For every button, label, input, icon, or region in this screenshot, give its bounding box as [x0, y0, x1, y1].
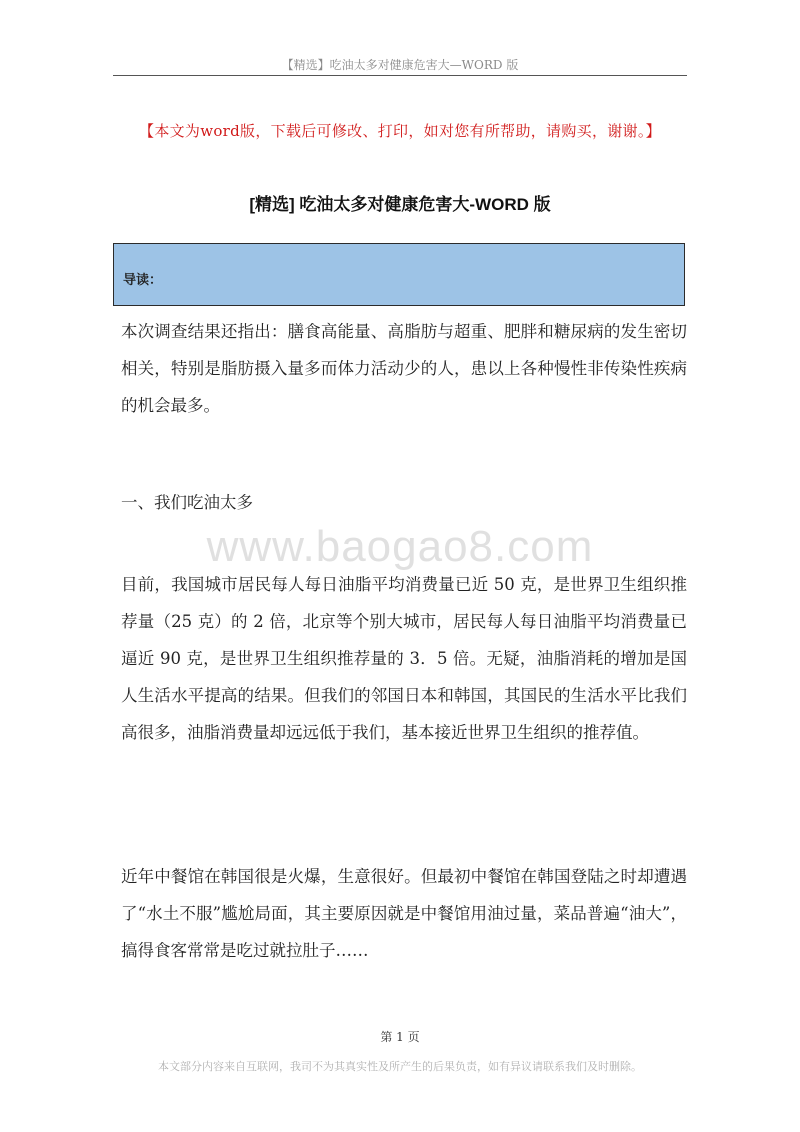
footer-disclaimer: 本文部分内容来自互联网，我司不为其真实性及所产生的后果负责，如有异议请联系我们及时删除。: [158, 1060, 642, 1073]
document-title: [精选] 吃油太多对健康危害大-WORD 版: [249, 195, 551, 214]
running-header: 【精选】吃油太多对健康危害大—WORD 版: [281, 58, 519, 72]
intro-label: 导读：: [123, 273, 163, 288]
section-heading-block: [121, 484, 687, 521]
paragraph-2-block: [121, 566, 687, 751]
paragraph-2: 目前，我国城市居民每人每日油脂平均消费量已近 50 克，是世界卫生组织推荐量（25 克）的 2 倍，北京等个别大城市，居民每人每日油脂平均消费量已逼近 90 克，是世界卫生组织推荐量的 3．5 倍。无疑，油脂消耗的增加是国人生活水平提高的结果。但我们的邻国日本和韩国，其国民的生活水平比我们高很多，油脂消费量却远远低于我们，基本接近世界卫生组织的推荐值。: [121, 575, 687, 742]
paragraph-3-block: [121, 858, 687, 969]
watermark: www.baogao8.com: [206, 522, 594, 571]
paragraph-1: 本次调查结果还指出：膳食高能量、高脂肪与超重、肥胖和糖尿病的发生密切相关，特别是脂肪摄入量多而体力活动少的人，患以上各种慢性非传染性疾病的机会最多。: [121, 322, 687, 415]
intro-box: [113, 243, 685, 306]
page-number: 第 1 页: [380, 1030, 420, 1044]
paragraph-1-block: [121, 313, 687, 424]
header-divider: [113, 75, 687, 76]
word-version-notice: 【本文为word版，下载后可修改、打印，如对您有所帮助，请购买，谢谢。】: [139, 122, 661, 140]
paragraph-3: 近年中餐馆在韩国很是火爆，生意很好。但最初中餐馆在韩国登陆之时却遭遇了“水土不服”尴尬局面，其主要原因就是中餐馆用油过量，菜品普遍“油大”，搞得食客常常是吃过就拉肚子……: [121, 867, 687, 960]
section-heading-1: 一、我们吃油太多: [121, 493, 253, 512]
